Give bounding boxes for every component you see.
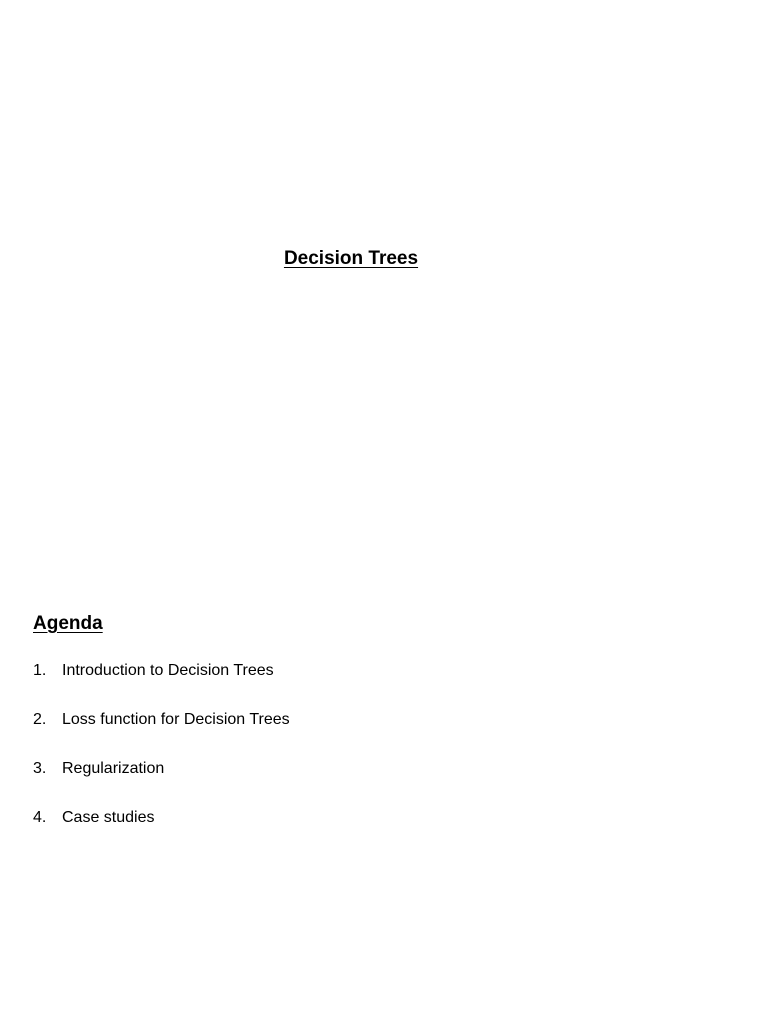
agenda-item-1 bbox=[33, 659, 290, 708]
agenda-item-number: 3. bbox=[33, 760, 47, 777]
agenda-item-label: Regularization bbox=[62, 760, 165, 777]
agenda-item-label: Introduction to Decision Trees bbox=[62, 662, 274, 679]
document-title: Decision Trees bbox=[283, 248, 419, 269]
agenda-item-number: 1. bbox=[33, 662, 47, 679]
agenda-heading: Agenda bbox=[33, 613, 103, 634]
agenda-item-3 bbox=[33, 757, 290, 806]
agenda-item-number: 2. bbox=[33, 711, 47, 728]
agenda-list bbox=[33, 659, 290, 855]
agenda-item-number: 4. bbox=[33, 809, 47, 826]
agenda-item-4 bbox=[33, 806, 290, 855]
agenda-item-label: Loss function for Decision Trees bbox=[62, 711, 290, 728]
agenda-item-label: Case studies bbox=[62, 809, 155, 826]
agenda-item-2 bbox=[33, 708, 290, 757]
